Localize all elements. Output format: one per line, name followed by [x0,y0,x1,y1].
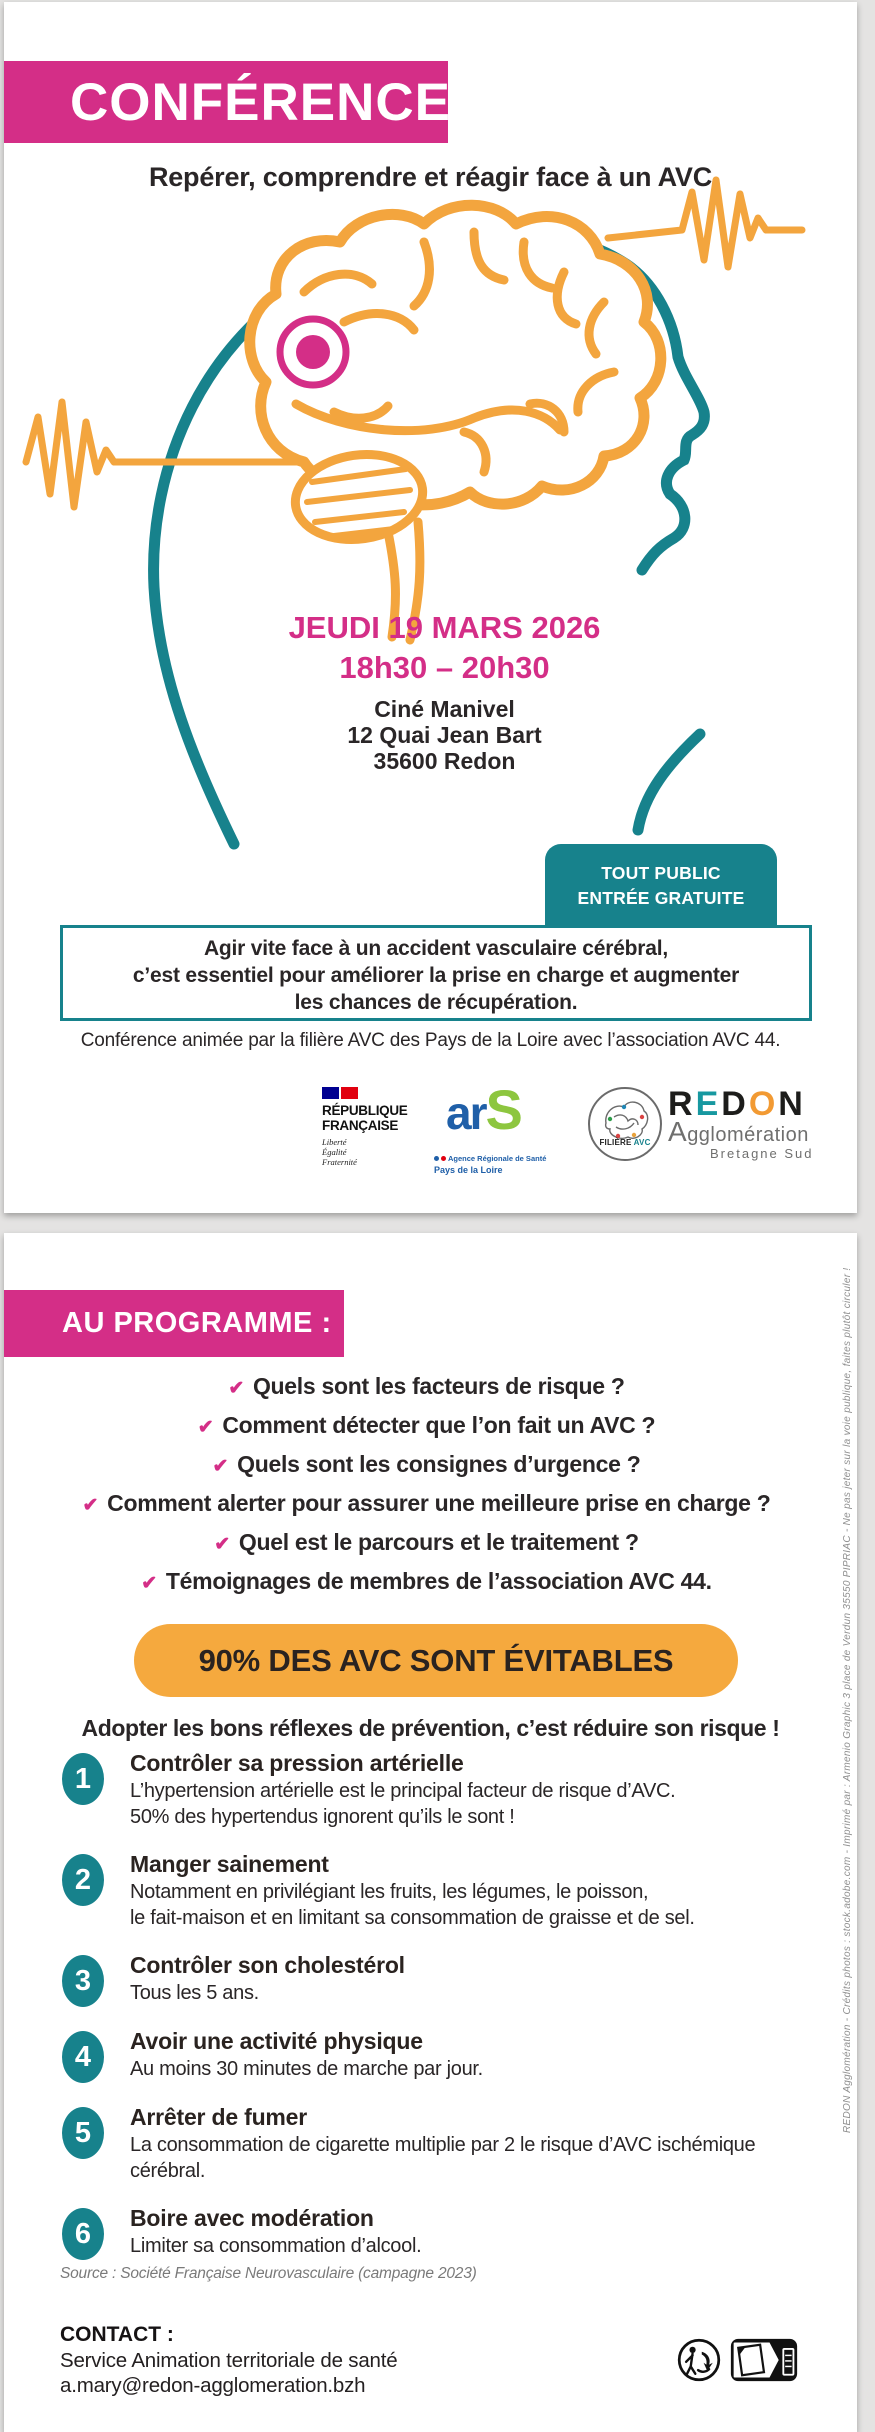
venue-address: 12 Quai Jean Bart [347,722,542,748]
tip-item [62,2204,831,2260]
stat-pill: 90% DES AVC SONT ÉVITABLES [134,1624,738,1697]
tip-item [62,1951,831,2007]
tip-desc: L’hypertension artérielle est le principal facteur de risque d’AVC. [130,1780,676,1802]
program-question-list [4,1373,849,1607]
program-question: ✔ Quels sont les facteurs de risque ? [4,1373,849,1402]
info-box-line-2: c’est essentiel pour améliorer la prise en charge et augmenter [132,964,740,987]
ars-region: Pays de la Loire [434,1165,503,1175]
ars-wordmark: arS [446,1078,523,1141]
rf-name-2: FRANÇAISE [322,1118,399,1133]
tip-desc: 50% des hypertendus ignorent qu’ils le sont ! [130,1806,515,1828]
tip-title: Contrôler sa pression artérielle [130,1750,464,1776]
contact-service: Service Animation territoriale de santé [60,2349,398,2372]
tip-item [62,2027,831,2083]
organizer-line: Conférence animée par la filière AVC des Pays de la Loire avec l’association AVC 44. [80,1030,781,1051]
program-title: AU PROGRAMME : [62,1307,332,1339]
tip-number-badge: 1 [62,1753,104,1805]
tip-desc: Tous les 5 ans. [130,1982,259,2004]
event-details [18,608,871,774]
tip-item [62,1850,831,1931]
tip-number-badge: 4 [62,2031,104,2083]
check-icon [213,1454,229,1480]
check-icon [141,1571,157,1597]
badge-line-2: ENTRÉE GRATUITE [577,888,745,908]
tip-title: Manger sainement [130,1851,329,1877]
triman-recycle-icon [676,2337,722,2383]
tip-desc: le fait-maison et en limitant sa consommation de graisse et de sel. [130,1907,695,1929]
rf-name-1: RÉPUBLIQUE [322,1103,408,1118]
prevention-tips-list [62,1749,831,2280]
venue-city: 35600 Redon [373,748,516,774]
check-icon [83,1493,99,1519]
program-question: ✔ Comment alerter pour assurer une meilleure prise en charge ? [4,1490,849,1519]
tip-title: Boire avec modération [130,2205,374,2231]
filiere-brain-sketch-icon [590,1089,660,1159]
brain-icon [250,205,661,640]
tip-title: Contrôler son cholestérol [130,1952,405,1978]
conference-banner [4,61,452,143]
program-question: ✔ Témoignages de membres de l’association AVC 44. [4,1568,849,1597]
redon-subtitle: Agglomération [668,1116,809,1147]
program-question: ✔ Quels sont les consignes d’urgence ? [4,1451,849,1480]
tip-number-badge: 3 [62,1955,104,2007]
poster-subtitle: Repérer, comprendre et réagir face à un AVC [148,162,713,192]
redon-region: Bretagne Sud [710,1146,814,1161]
tip-desc: Limiter sa consommation d’alcool. [130,2235,422,2257]
program-question: ✔ Comment détecter que l’on fait un AVC ? [4,1412,849,1441]
event-date: JEUDI 19 MARS 2026 [288,610,601,645]
tip-number-badge: 2 [62,1854,104,1906]
info-box [60,925,812,1021]
contact-label: CONTACT : [60,2323,174,2346]
rf-motto: Liberté Égalité Fraternité [322,1137,357,1167]
source-note: Source : Société Française Neurovasculaire (campagne 2023) [60,2265,477,2282]
tip-item [62,1749,831,1830]
tip-desc: Au moins 30 minutes de marche par jour. [130,2058,483,2080]
tip-number-badge: 5 [62,2107,104,2159]
conference-title: CONFÉRENCE [70,72,452,132]
tip-desc: Notamment en privilégiant les fruits, les légumes, le poisson, [130,1881,649,1903]
contact-email: a.mary@redon-agglomeration.bzh [60,2374,366,2397]
check-icon [198,1415,214,1441]
check-icon [214,1532,230,1558]
logo-redon-agglomeration [668,1087,838,1161]
program-banner [4,1290,344,1357]
poster-page-2 [4,1233,857,2432]
logo-republique-francaise [322,1087,418,1167]
tip-title: Arrêter de fumer [130,2104,308,2130]
contact-block [60,2321,397,2398]
french-flag-icon [322,1087,418,1099]
eco-icons [676,2337,799,2383]
logo-ars [434,1078,574,1175]
poster-page-1 [4,2,857,1213]
check-icon [228,1376,244,1402]
venue-name: Ciné Manivel [374,696,515,722]
tip-title: Avoir une activité physique [130,2028,423,2054]
paper-sorting-bin-icon [729,2337,799,2383]
program-question: ✔ Quel est le parcours et le traitement ? [4,1529,849,1558]
stat-caption: Adopter les bons réflexes de prévention, c’est réduire son risque ! [81,1715,780,1741]
filiere-label: FILIÈRE AVC [599,1138,651,1147]
logo-filiere-avc [588,1087,662,1161]
info-box-line-1: Agir vite face à un accident vasculaire cérébral, [203,937,669,960]
stroke-spot-icon [280,319,346,385]
info-box-line-3: les chances de récupération. [294,991,578,1014]
event-time: 18h30 – 20h30 [339,650,550,685]
tip-item [62,2103,831,2184]
badge-line-1: TOUT PUBLIC [601,863,721,883]
tip-number-badge: 6 [62,2208,104,2260]
credits-vertical-text: REDON Agglomération - Crédits photos : stock.adobe.com - Imprimé par : Armenio Graphic 3 place de Verdun 35550 PIPRIAC - Ne pas jeter sur la voie publique, faites plutôt circuler ! [842,1267,853,2133]
tip-desc: cérébral. [130,2160,206,2182]
redon-wordmark: REDON [668,1085,806,1123]
audience-badge [545,844,777,925]
ars-subtitle: Agence Régionale de Santé [434,1154,574,1163]
tip-desc: La consommation de cigarette multiplie par 2 le risque d’AVC ischémique [130,2134,756,2156]
